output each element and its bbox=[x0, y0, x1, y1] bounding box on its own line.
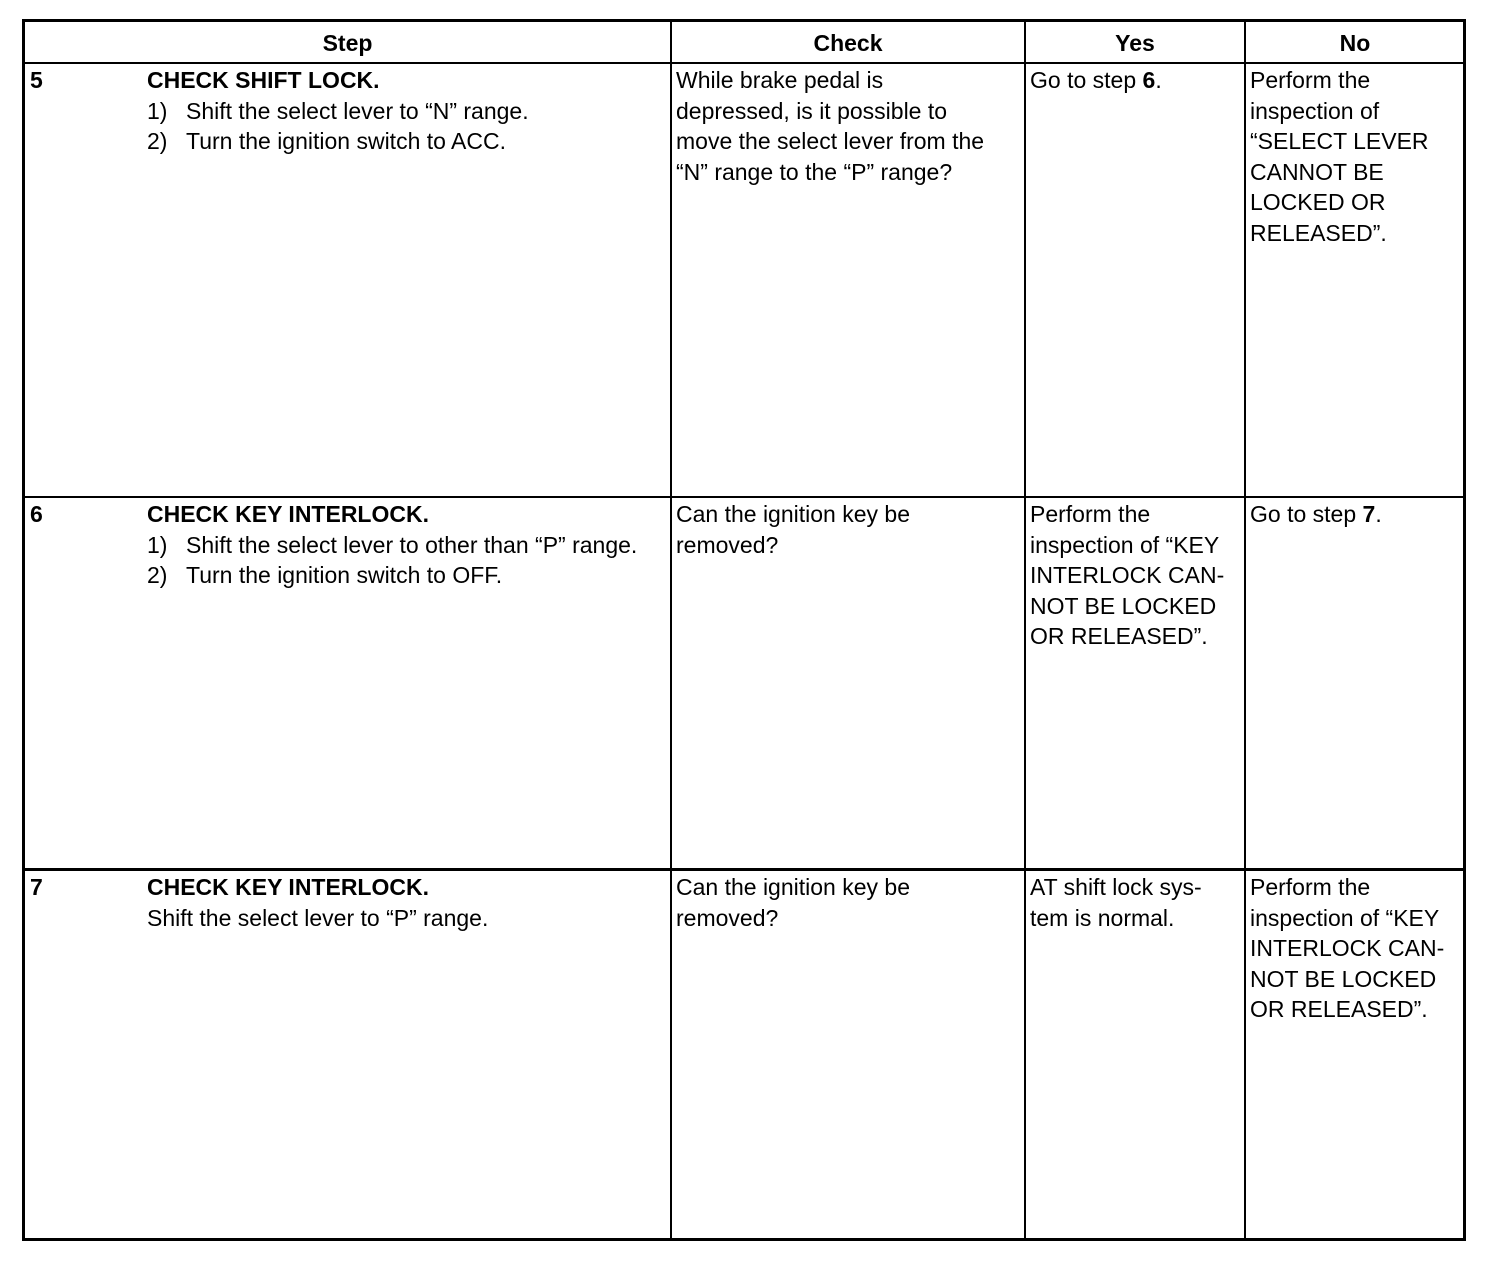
row-divider-6-7 bbox=[25, 868, 1463, 871]
header-check: Check bbox=[813, 30, 883, 56]
column-divider-yes bbox=[1024, 22, 1026, 1238]
step-instruction: Shift the select lever to “P” range. bbox=[147, 904, 489, 931]
step-content bbox=[147, 65, 529, 157]
no-action: Perform the inspection of “SELECT LEVER CANNOT BE LOCKED OR RELEASED”. bbox=[1250, 67, 1429, 246]
step-title: CHECK KEY INTERLOCK. bbox=[147, 874, 429, 900]
check-question: Can the ignition key be removed? bbox=[676, 874, 910, 931]
substep: 1) Shift the select lever to “N” range. bbox=[147, 97, 529, 124]
column-divider-check bbox=[670, 22, 672, 1238]
diagnostic-table bbox=[22, 19, 1466, 1241]
row-divider-5-6 bbox=[25, 496, 1463, 498]
header-no: No bbox=[1339, 30, 1371, 56]
yes-action: AT shift lock sys- tem is normal. bbox=[1030, 874, 1202, 931]
header-yes: Yes bbox=[1115, 30, 1155, 56]
substep: 2) Turn the ignition switch to ACC. bbox=[147, 128, 507, 154]
column-divider-no bbox=[1244, 22, 1246, 1238]
yes-action: Perform the inspection of “KEY INTERLOCK CAN- NOT BE LOCKED OR RELEASED”. bbox=[1030, 501, 1225, 649]
step-content bbox=[147, 499, 637, 591]
check-question: Can the ignition key be removed? bbox=[676, 501, 910, 558]
substep: 2) Turn the ignition switch to OFF. bbox=[147, 562, 503, 588]
step-number: 6 bbox=[30, 501, 43, 527]
no-action: Go to step 7. bbox=[1250, 501, 1382, 527]
step-content bbox=[147, 872, 488, 933]
yes-action: Go to step 6. bbox=[1030, 67, 1162, 93]
substep: 1) Shift the select lever to other than “P” range. bbox=[147, 531, 638, 558]
step-title: CHECK SHIFT LOCK. bbox=[147, 67, 380, 93]
step-number: 5 bbox=[30, 67, 43, 93]
step-number: 7 bbox=[30, 874, 43, 900]
check-question: While brake pedal is depressed, is it possible to move the select lever from the “N” range to the “P” range? bbox=[676, 67, 985, 185]
header-step: Step bbox=[322, 30, 373, 56]
step-title: CHECK KEY INTERLOCK. bbox=[147, 501, 429, 527]
no-action: Perform the inspection of “KEY INTERLOCK CAN- NOT BE LOCKED OR RELEASED”. bbox=[1250, 874, 1445, 1022]
